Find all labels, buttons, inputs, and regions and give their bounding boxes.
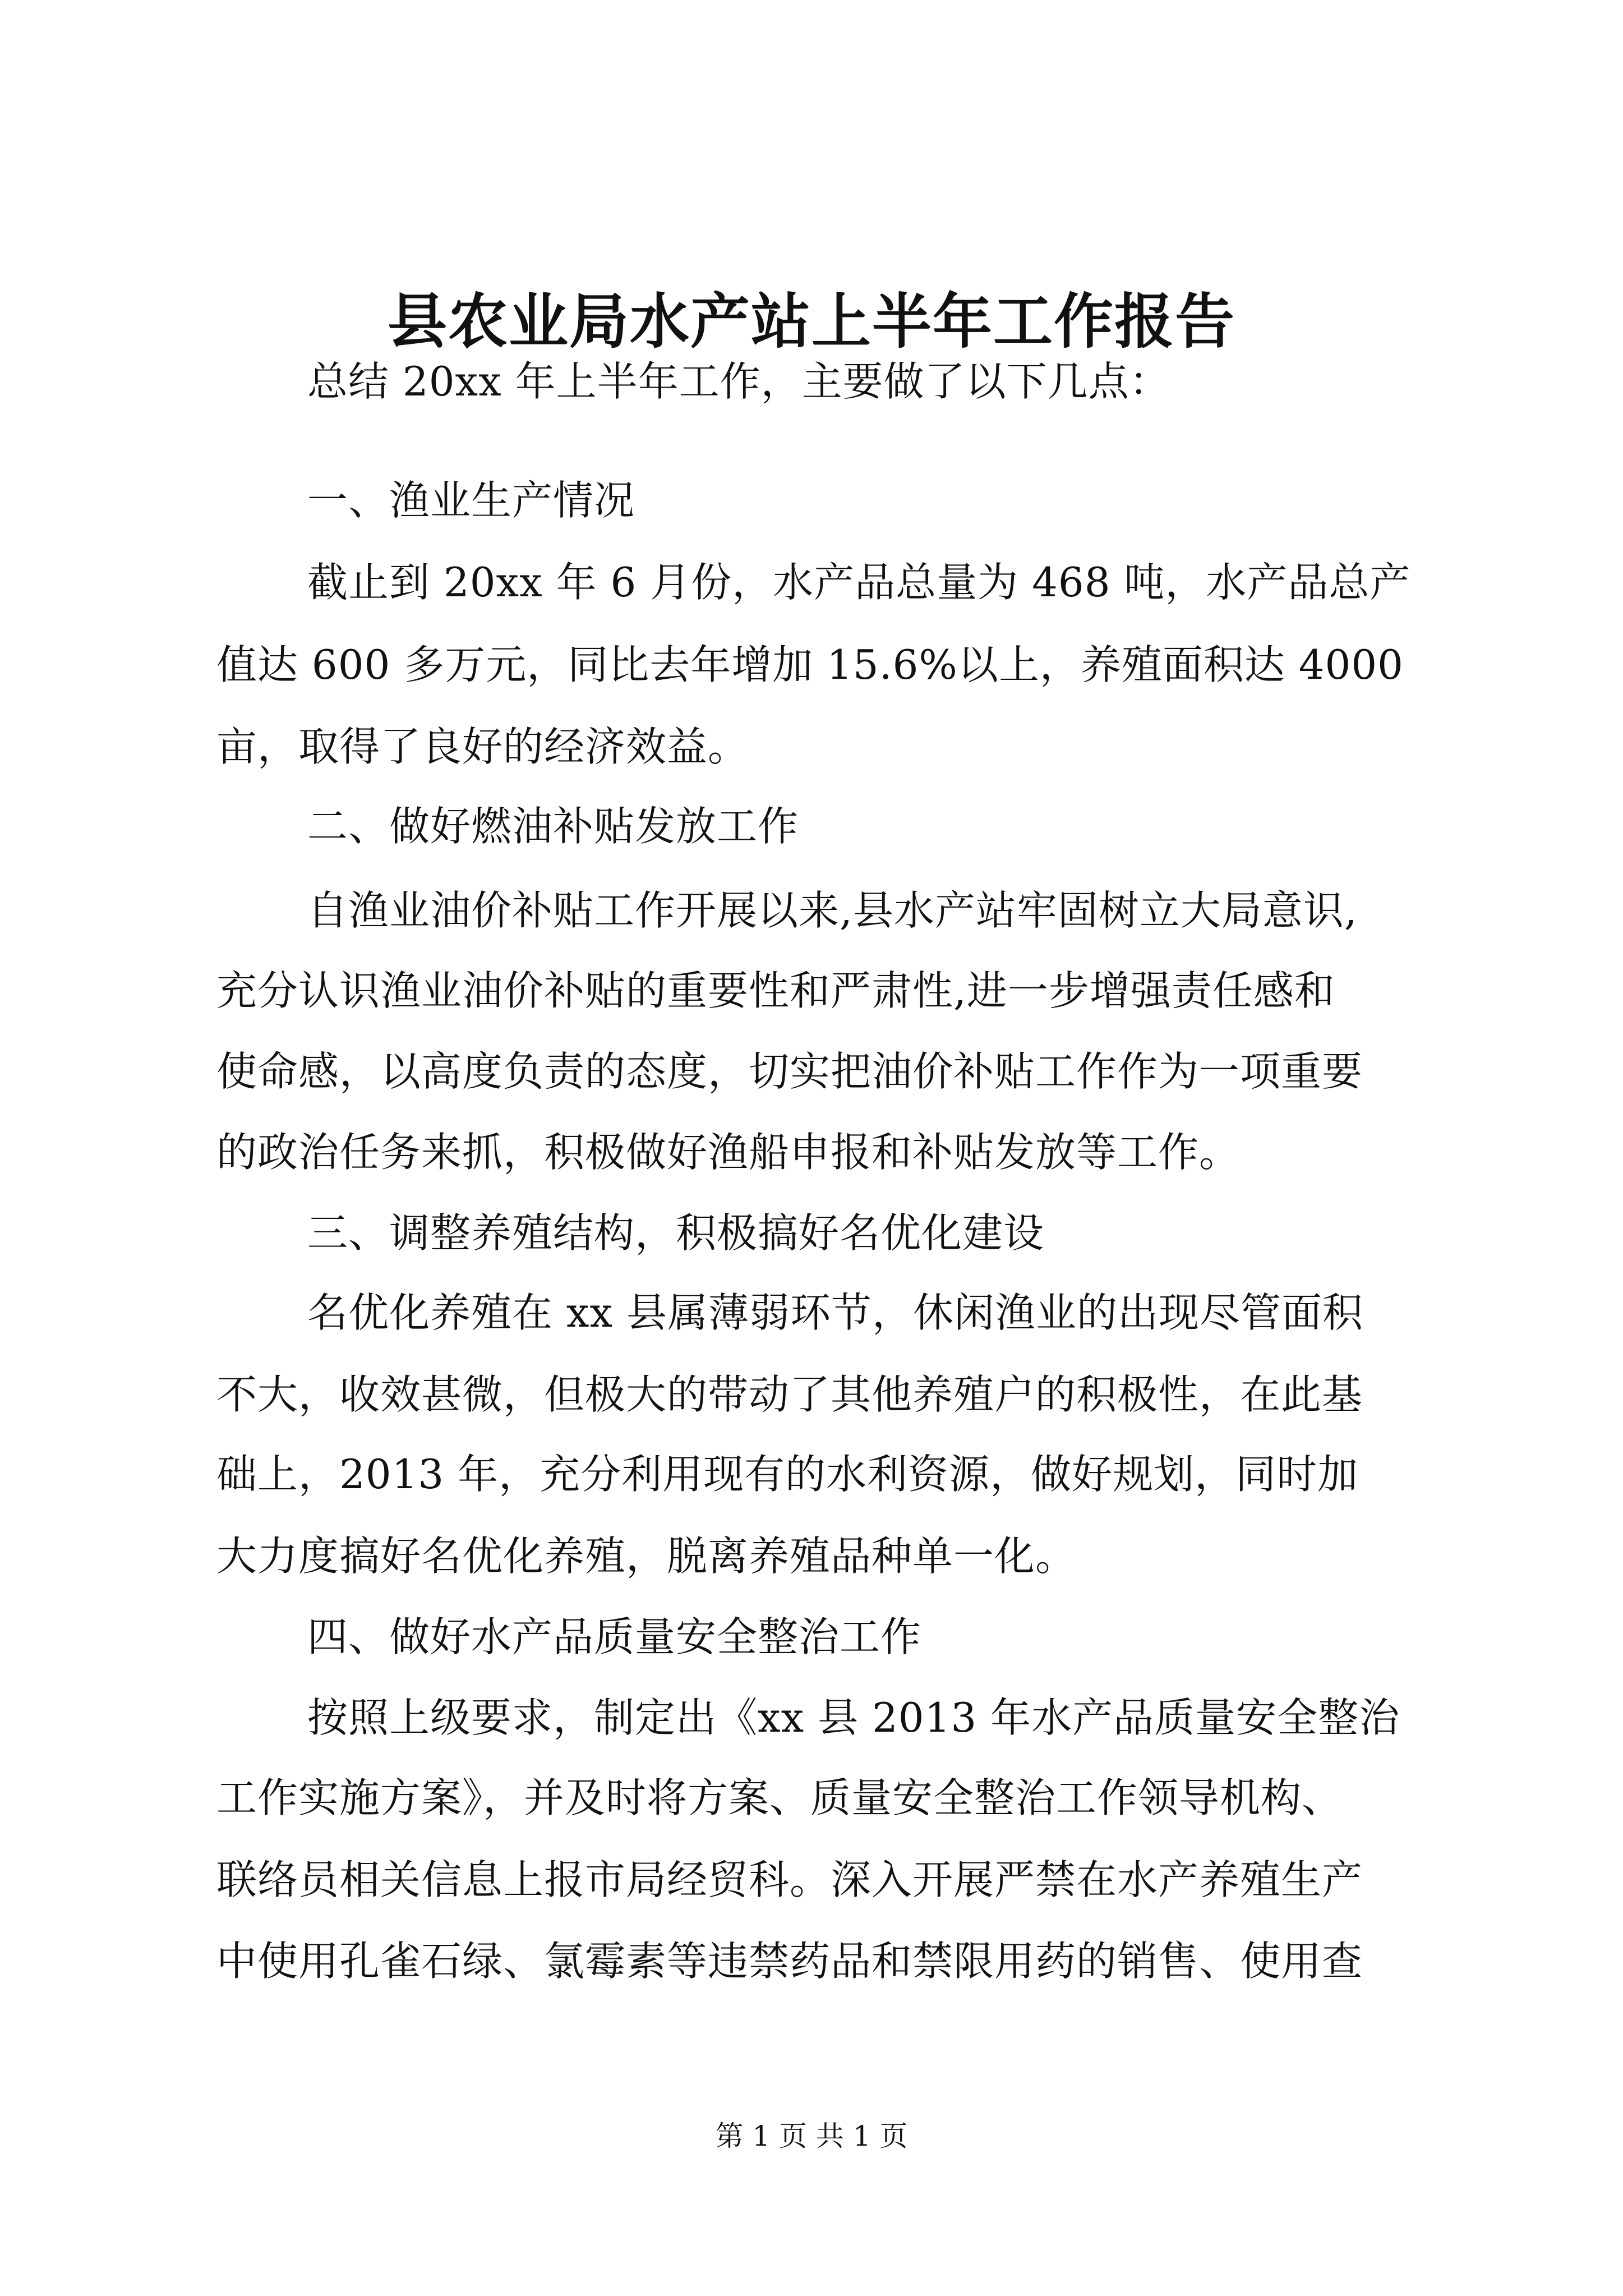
paragraph-line: 使命感，以高度负责的态度，切实把油价补贴工作作为一项重要 <box>216 1048 1363 1095</box>
paragraph-line: 的政治任务来抓，积极做好渔船申报和补贴发放等工作。 <box>216 1129 1241 1176</box>
section-heading-3: 三、调整养殖结构，积极搞好名优化建设 <box>307 1209 1045 1257</box>
paragraph-line: 值达 600 多万元，同比去年增加 15.6%以上，养殖面积达 4000 <box>216 641 1404 688</box>
paragraph-line: 自渔业油价补贴工作开展以来,县水产站牢固树立大局意识, <box>307 887 1358 934</box>
paragraph-line: 大力度搞好名优化养殖，脱离养殖品种单一化。 <box>216 1533 1077 1580</box>
paragraph-line: 工作实施方案》，并及时将方案、质量安全整治工作领导机构、 <box>216 1774 1343 1821</box>
paragraph-line: 名优化养殖在 xx 县属薄弱环节，休闲渔业的出现尽管面积 <box>307 1289 1363 1336</box>
paragraph-line: 充分认识渔业油价补贴的重要性和严肃性,进一步增强责任感和 <box>216 967 1335 1014</box>
document-title: 县农业局水产站上半年工作报告 <box>388 286 1235 356</box>
paragraph-line: 不大，收效甚微，但极大的带动了其他养殖户的积极性，在此基 <box>216 1371 1363 1418</box>
section-heading-4: 四、做好水产品质量安全整治工作 <box>307 1613 922 1660</box>
paragraph-line: 础上，2013 年，充分利用现有的水利资源，做好规划，同时加 <box>216 1451 1359 1498</box>
paragraph-intro: 总结 20xx 年上半年工作，主要做了以下几点： <box>307 358 1170 405</box>
section-heading-2: 二、做好燃油补贴发放工作 <box>307 803 799 850</box>
paragraph-line: 联络员相关信息上报市局经贸科。深入开展严禁在水产养殖生产 <box>216 1856 1363 1903</box>
paragraph-line: 截止到 20xx 年 6 月份，水产品总量为 468 吨，水产品总产 <box>307 559 1411 606</box>
paragraph-line: 按照上级要求，制定出《xx 县 2013 年水产品质量安全整治 <box>307 1694 1400 1741</box>
paragraph-line: 亩，取得了良好的经济效益。 <box>216 723 749 770</box>
paragraph-line: 中使用孔雀石绿、氯霉素等违禁药品和禁限用药的销售、使用查 <box>216 1938 1363 1985</box>
page-number-footer: 第 1 页 共 1 页 <box>715 2120 908 2152</box>
section-heading-1: 一、渔业生产情况 <box>307 477 635 524</box>
